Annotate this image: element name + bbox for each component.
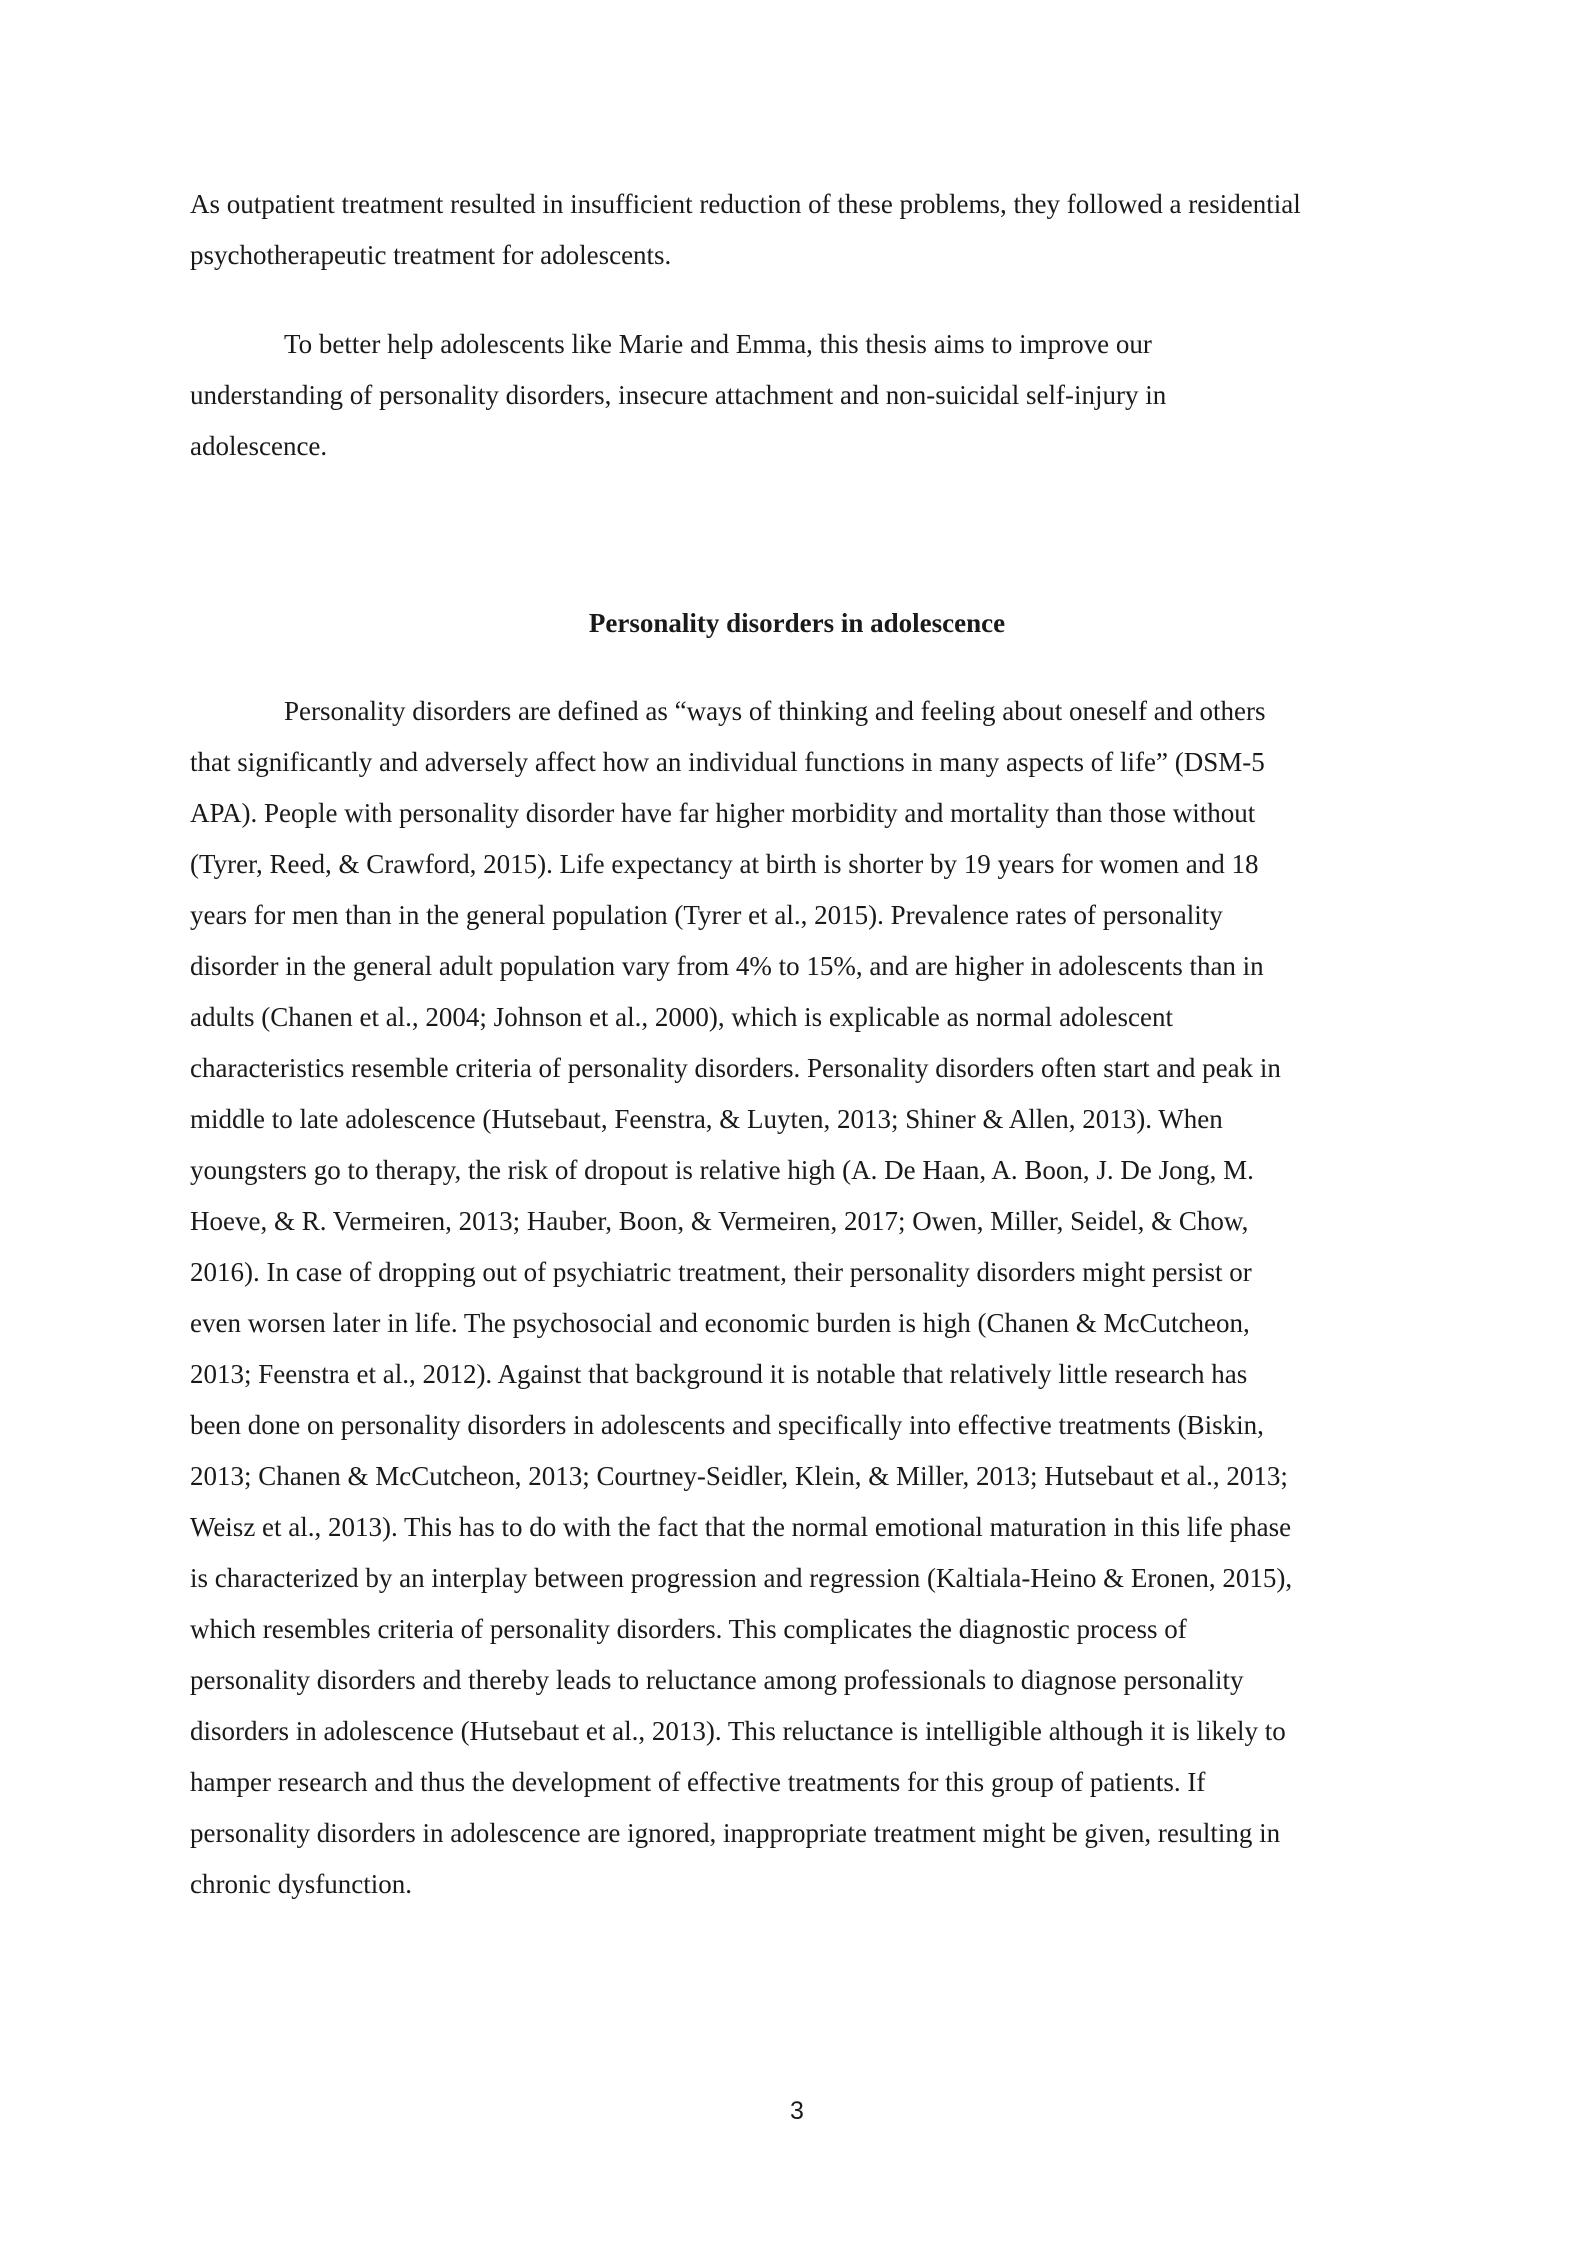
paragraph-line: Hoeve, & R. Vermeiren, 2013; Hauber, Boon, & Vermeiren, 2017; Owen, Miller, Seidel, & Chow, (190, 1206, 1249, 1236)
paragraph-line: disorders in adolescence (Hutsebaut et al., 2013). This reluctance is intelligible although it is likely to (190, 1716, 1286, 1746)
paragraph-line: even worsen later in life. The psychosocial and economic burden is high (Chanen & McCutcheon, (190, 1308, 1250, 1338)
paragraph-line: hamper research and thus the development of effective treatments for this group of patients. If (190, 1767, 1206, 1797)
paragraph-line: understanding of personality disorders, insecure attachment and non-suicidal self-injury in (190, 380, 1167, 410)
paragraph-line: adults (Chanen et al., 2004; Johnson et al., 2000), which is explicable as normal adolescent (190, 1002, 1174, 1032)
paragraph-line: (Tyrer, Reed, & Crawford, 2015). Life expectancy at birth is shorter by 19 years for women and 18 (190, 849, 1259, 879)
paragraph-line: 2013; Chanen & McCutcheon, 2013; Courtney-Seidler, Klein, & Miller, 2013; Hutsebaut et al., 2013; (190, 1461, 1288, 1491)
paragraph-line: that significantly and adversely affect how an individual functions in many aspects of life” (DSM-5 (190, 747, 1265, 777)
paragraph-line: which resembles criteria of personality disorders. This complicates the diagnostic process of (190, 1614, 1187, 1644)
paragraph-line: Weisz et al., 2013). This has to do with the fact that the normal emotional maturation in this life phase (190, 1512, 1292, 1542)
paragraph-line: To better help adolescents like Marie and Emma, this thesis aims to improve our (284, 329, 1152, 359)
paragraph-line: years for men than in the general population (Tyrer et al., 2015). Prevalence rates of personality (190, 900, 1223, 930)
paragraph-line: 2016). In case of dropping out of psychiatric treatment, their personality disorders might persist or (190, 1257, 1252, 1287)
paragraph-line: personality disorders in adolescence are ignored, inappropriate treatment might be given, resulting in (190, 1818, 1281, 1848)
paragraph-line: middle to late adolescence (Hutsebaut, Feenstra, & Luyten, 2013; Shiner & Allen, 2013). When (190, 1104, 1223, 1134)
paragraph-line: 2013; Feenstra et al., 2012). Against that background it is notable that relatively little research has (190, 1359, 1248, 1389)
paragraph-line: APA). People with personality disorder have far higher morbidity and mortality than those without (190, 798, 1256, 828)
paragraph-line: disorder in the general adult population vary from 4% to 15%, and are higher in adolescents than in (190, 951, 1264, 981)
paragraph-line: characteristics resemble criteria of personality disorders. Personality disorders often start and peak in (190, 1053, 1281, 1083)
paragraph-line: been done on personality disorders in adolescents and specifically into effective treatments (Biskin, (190, 1410, 1264, 1440)
paragraph-line: chronic dysfunction. (190, 1869, 412, 1899)
paragraph-line: As outpatient treatment resulted in insufficient reduction of these problems, they followed a residential (190, 189, 1301, 219)
paragraph-line: personality disorders and thereby leads to reluctance among professionals to diagnose personality (190, 1665, 1244, 1695)
section-heading: Personality disorders in adolescence (588, 608, 1006, 638)
paragraph-line: is characterized by an interplay between progression and regression (Kaltiala-Heino & Eronen, 2015), (190, 1563, 1293, 1593)
paragraph-line: adolescence. (190, 431, 328, 461)
paragraph-line: psychotherapeutic treatment for adolescents. (190, 240, 672, 270)
paragraph-line: youngsters go to therapy, the risk of dropout is relative high (A. De Haan, A. Boon, J. De Jong, M. (190, 1155, 1254, 1185)
paragraph-line: Personality disorders are defined as “ways of thinking and feeling about oneself and others (284, 696, 1266, 726)
page-number: 3 (790, 2097, 804, 2125)
